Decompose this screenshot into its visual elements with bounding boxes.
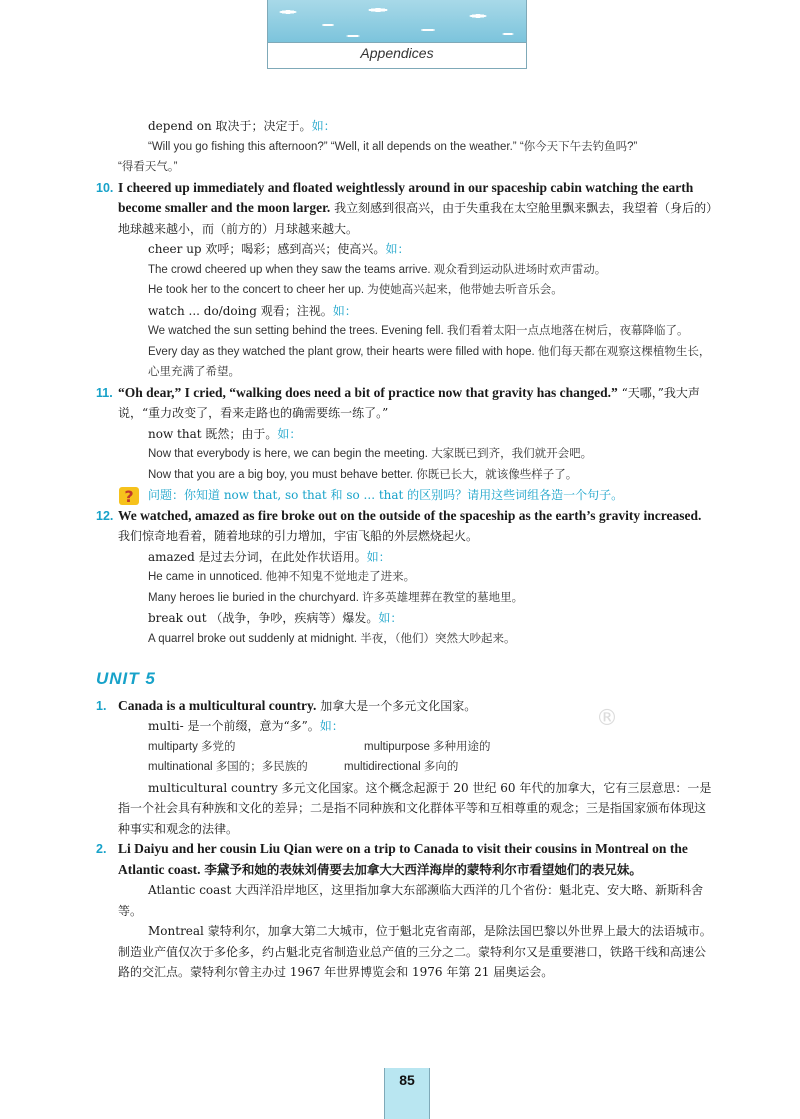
example-marker: 如： <box>378 611 403 625</box>
word-list-row <box>96 757 716 778</box>
term-text: depend on 取决于；决定于。 <box>148 119 312 133</box>
term-depend-on <box>96 116 716 137</box>
term-text: break out （战争，争吵，疾病等）爆发。 <box>148 611 379 625</box>
example-line: He took her to the concert to cheer her up. 为使她高兴起来，他带她去听音乐会。 <box>148 284 563 296</box>
page-number: 85 <box>399 1072 415 1088</box>
sentence-zh: 我们惊奇地看着，随着地球的引力增加，宇宙飞船的外层燃烧起火。 <box>118 529 479 543</box>
example-line: We watched the sun setting behind the trees. Evening fell. 我们看着太阳一点点地落在树后，夜幕降临了。 <box>148 325 689 337</box>
example-line: Many heroes lie buried in the churchyard. 许多英雄埋葬在教堂的墓地里。 <box>148 591 524 604</box>
example-marker: 如： <box>366 549 391 564</box>
term-text: watch ... do/doing 观看；注视。 <box>148 303 333 318</box>
example-line: “Will you go fishing this afternoon?” “Well, it all depends on the weather.” “你今天下午去钓鱼吗?” <box>148 140 638 153</box>
sentence-zh: 李黛予和她的表妹刘倩要去加拿大大西洋海岸的蒙特利尔市看望她们的表兄妹。 <box>204 861 642 877</box>
word-item: multiparty 多党的 <box>148 740 236 753</box>
sentence-zh: 加拿大是一个多元文化国家。 <box>320 698 477 713</box>
example-line: He came in unnoticed. 他神不知鬼不觉地走了进来。 <box>148 571 416 583</box>
sentence-number: 11. <box>96 385 113 400</box>
sentence-10 <box>96 178 716 240</box>
term-watch <box>96 301 716 322</box>
example-marker: 如： <box>332 303 357 318</box>
sentence-number: 12. <box>96 508 114 523</box>
unit5-sentence-1 <box>96 696 716 717</box>
example-marker: 如： <box>319 719 344 733</box>
sentence-en: Li Daiyu and her cousin Liu Qian were on a trip to Canada to visit their cousins in Montreal on the Atlantic coast. <box>118 841 688 877</box>
example-marker: 如： <box>385 242 410 256</box>
sentence-en: Canada is a multicultural country. <box>118 697 317 713</box>
term-break-out <box>96 608 716 629</box>
example-line: Every day as they watched the plant grow, their hearts were filled with hope. 他们每天都在观察这棵植物生长，心里充满了希望。 <box>148 345 711 378</box>
example-line: A quarrel broke out suddenly at midnight. 半夜，（他们）突然大吵起来。 <box>148 632 516 645</box>
example-line: Now that everybody is here, we can begin the meeting. 大家既已到齐，我们就开会吧。 <box>148 448 593 460</box>
term-now-that <box>96 424 716 445</box>
word-item: multinational 多国的；多民族的 <box>148 761 308 773</box>
term-text: now that 既然；由于。 <box>148 426 278 441</box>
question-line <box>96 485 716 506</box>
sentence-en: We watched, amazed as fire broke out on the outside of the spaceship as the earth’s gravity increased. <box>118 507 702 523</box>
svg-text:?: ? <box>124 487 134 506</box>
term-cheer-up <box>96 239 716 260</box>
example-marker: 如： <box>277 426 302 441</box>
header-banner-image <box>268 0 526 43</box>
sentence-zh: 我立刻感到很高兴，由于失重我在太空舱里飘来飘去，我望着（身后的）地球越来越小，而（前方的）月球越来越大。 <box>118 201 713 236</box>
word-item: multipurpose 多种用途的 <box>364 740 491 753</box>
note-paragraph: Atlantic coast 大西洋沿岸地区，这里指加拿大东部濒临大西洋的几个省份：魁北克、安大略、新斯科舍等。 <box>118 883 704 918</box>
example-marker: 如： <box>311 119 336 133</box>
sentence-11 <box>96 383 716 424</box>
sentence-number: 1. <box>96 698 107 713</box>
unit-heading: UNIT 5 <box>96 669 156 688</box>
question-icon <box>118 486 140 506</box>
note-paragraph: multicultural country 多元文化国家。这个概念起源于 20 世纪 60 年代的加拿大，它有三层意思：一是指一个社会具有种族和文化的差异；二是指不同种族和文化群体平等和互相尊重的观念；三是指国家颁布体现这种事实和观念的法律。 <box>118 780 712 836</box>
sentence-number: 10. <box>96 180 114 195</box>
sentence-en: “Oh dear,” I cried, “walking does need a bit of practice now that gravity has changed.” <box>118 384 618 400</box>
term-multi <box>96 716 716 737</box>
word-item: multidirectional 多向的 <box>344 761 459 773</box>
term-text: amazed 是过去分词，在此处作状语用。 <box>148 549 367 564</box>
sentence-zh: “天哪，”我大声说，“重力改变了，看来走路也的确需要练一练了。” <box>118 385 700 420</box>
page-content <box>96 116 716 983</box>
example-line: The crowd cheered up when they saw the teams arrive. 观众看到运动队进场时欢声雷动。 <box>148 263 607 276</box>
term-amazed <box>96 547 716 568</box>
sentence-en: I cheered up immediately and floated weightlessly around in our spaceship cabin watching the earth become smaller and the moon larger. <box>118 179 694 215</box>
registered-mark: ® <box>596 706 618 731</box>
page-number-box <box>384 1068 430 1119</box>
word-list-row <box>96 737 716 758</box>
example-line: Now that you are a big boy, you must behave better. 你既已长大，就该像些样子了。 <box>148 468 578 481</box>
question-text: 问题：你知道 now that, so that 和 so ... that 的区别吗？请用这些词组各造一个句子。 <box>148 488 624 502</box>
term-text: cheer up 欢呼；喝彩；感到高兴；使高兴。 <box>148 242 386 256</box>
section-title: Appendices <box>360 45 434 61</box>
term-text: multi- 是一个前缀，意为“多”。 <box>148 719 320 733</box>
example-line: “得看天气。” <box>118 161 178 173</box>
sentence-number: 2. <box>96 842 107 856</box>
note-paragraph: Montreal 蒙特利尔，加拿大第二大城市，位于魁北克省南部，是除法国巴黎以外世界上最大的法语城市。制造业产值仅次于多伦多，约占魁北克省制造业总产值的三分之二。蒙特利尔又是重要港口，铁路干线和高速公路的交汇点。蒙特利尔曾主办过 1967 年世界博览会和 1976 年第 21 届奥运会。 <box>118 924 712 979</box>
unit5-sentence-2 <box>96 839 716 880</box>
page-header <box>267 0 527 69</box>
sentence-12 <box>96 506 716 547</box>
